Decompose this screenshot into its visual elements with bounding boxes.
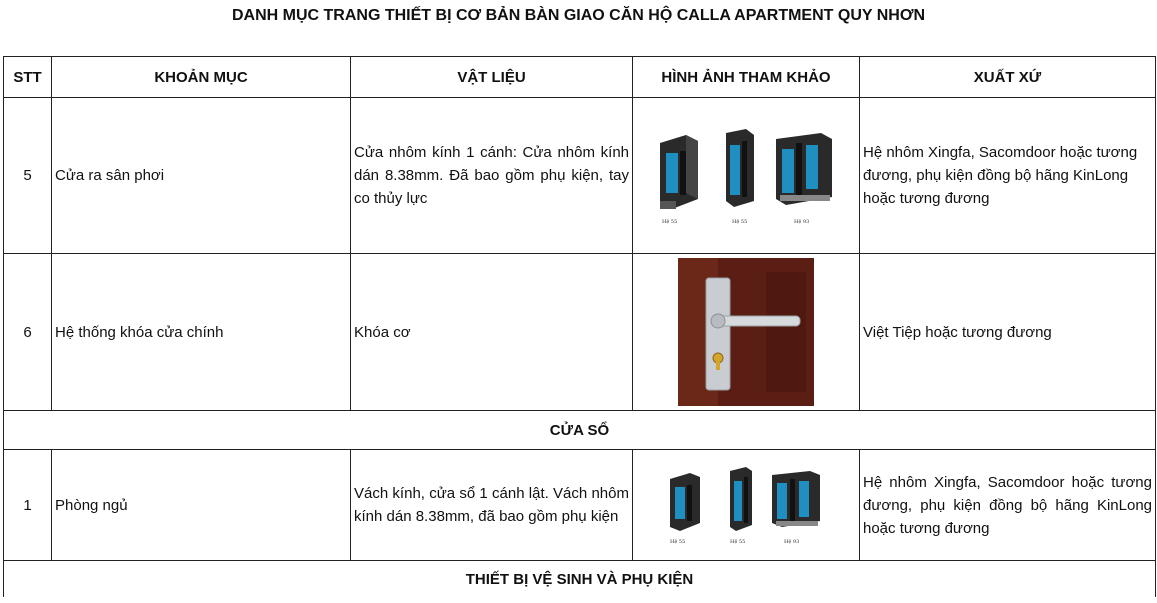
row-material: Vách kính, cửa sổ 1 cánh lật. Vách nhôm kính dán 8.38mm, đã bao gồm phụ kiện [351,450,633,561]
profile-caption: Hệ 55 [662,218,678,225]
profile-caption: Hệ 55 [730,539,746,545]
row-stt: 6 [4,254,52,411]
header-image: HÌNH ẢNH THAM KHẢO [633,57,860,98]
row-origin: Việt Tiệp hoặc tương đương [860,254,1156,411]
profile-caption: Hệ 55 [732,218,748,225]
row-item: Phòng ngủ [52,450,351,561]
section-row-sanitary [4,561,1156,598]
row-image [633,98,860,254]
row-material: Cửa nhôm kính 1 cánh: Cửa nhôm kính dán 8.38mm. Đã bao gồm phụ kiện, tay co thủy lực [351,98,633,254]
section-row-window [4,411,1156,450]
aluminum-profile-image [646,121,846,231]
header-origin: XUẤT XỨ [860,57,1156,98]
profile-caption: Hệ 93 [784,539,800,545]
row-origin: Hệ nhôm Xingfa, Sacomdoor hoặc tương đương, phụ kiện đồng bộ hãng KinLong hoặc tương đương [860,98,1156,254]
header-item: KHOẢN MỤC [52,57,351,98]
row-stt: 1 [4,450,52,561]
row-material: Khóa cơ [351,254,633,411]
equipment-table [3,56,1156,597]
profile-section-icon [726,129,754,207]
profile-section-icon [660,135,698,209]
table-header-row [4,57,1156,98]
header-stt: STT [4,57,52,98]
row-stt: 5 [4,98,52,254]
aluminum-profile-image [656,461,836,549]
section-title: THIẾT BỊ VỆ SINH VÀ PHỤ KIỆN [4,561,1156,598]
door-lock-image [678,258,814,406]
header-material: VẬT LIỆU [351,57,633,98]
profile-section-icon [670,473,700,531]
section-title: CỬA SỔ [4,411,1156,450]
row-origin: Hệ nhôm Xingfa, Sacomdoor hoặc tương đương, phụ kiện đồng bộ hãng KinLong hoặc tương đương [860,450,1156,561]
row-item: Cửa ra sân phơi [52,98,351,254]
profile-section-icon [776,133,832,205]
row-image [633,450,860,561]
profile-section-icon [772,471,820,527]
row-image [633,254,860,411]
profile-caption: Hệ 93 [794,218,810,225]
table-row [4,254,1156,411]
table-row [4,98,1156,254]
profile-section-icon [730,467,752,531]
document-title: DANH MỤC TRANG THIẾT BỊ CƠ BẢN BÀN GIAO CĂN HỘ CALLA APARTMENT QUY NHƠN [231,7,926,24]
profile-caption: Hệ 55 [670,539,686,545]
row-item: Hệ thống khóa cửa chính [52,254,351,411]
table-row [4,450,1156,561]
